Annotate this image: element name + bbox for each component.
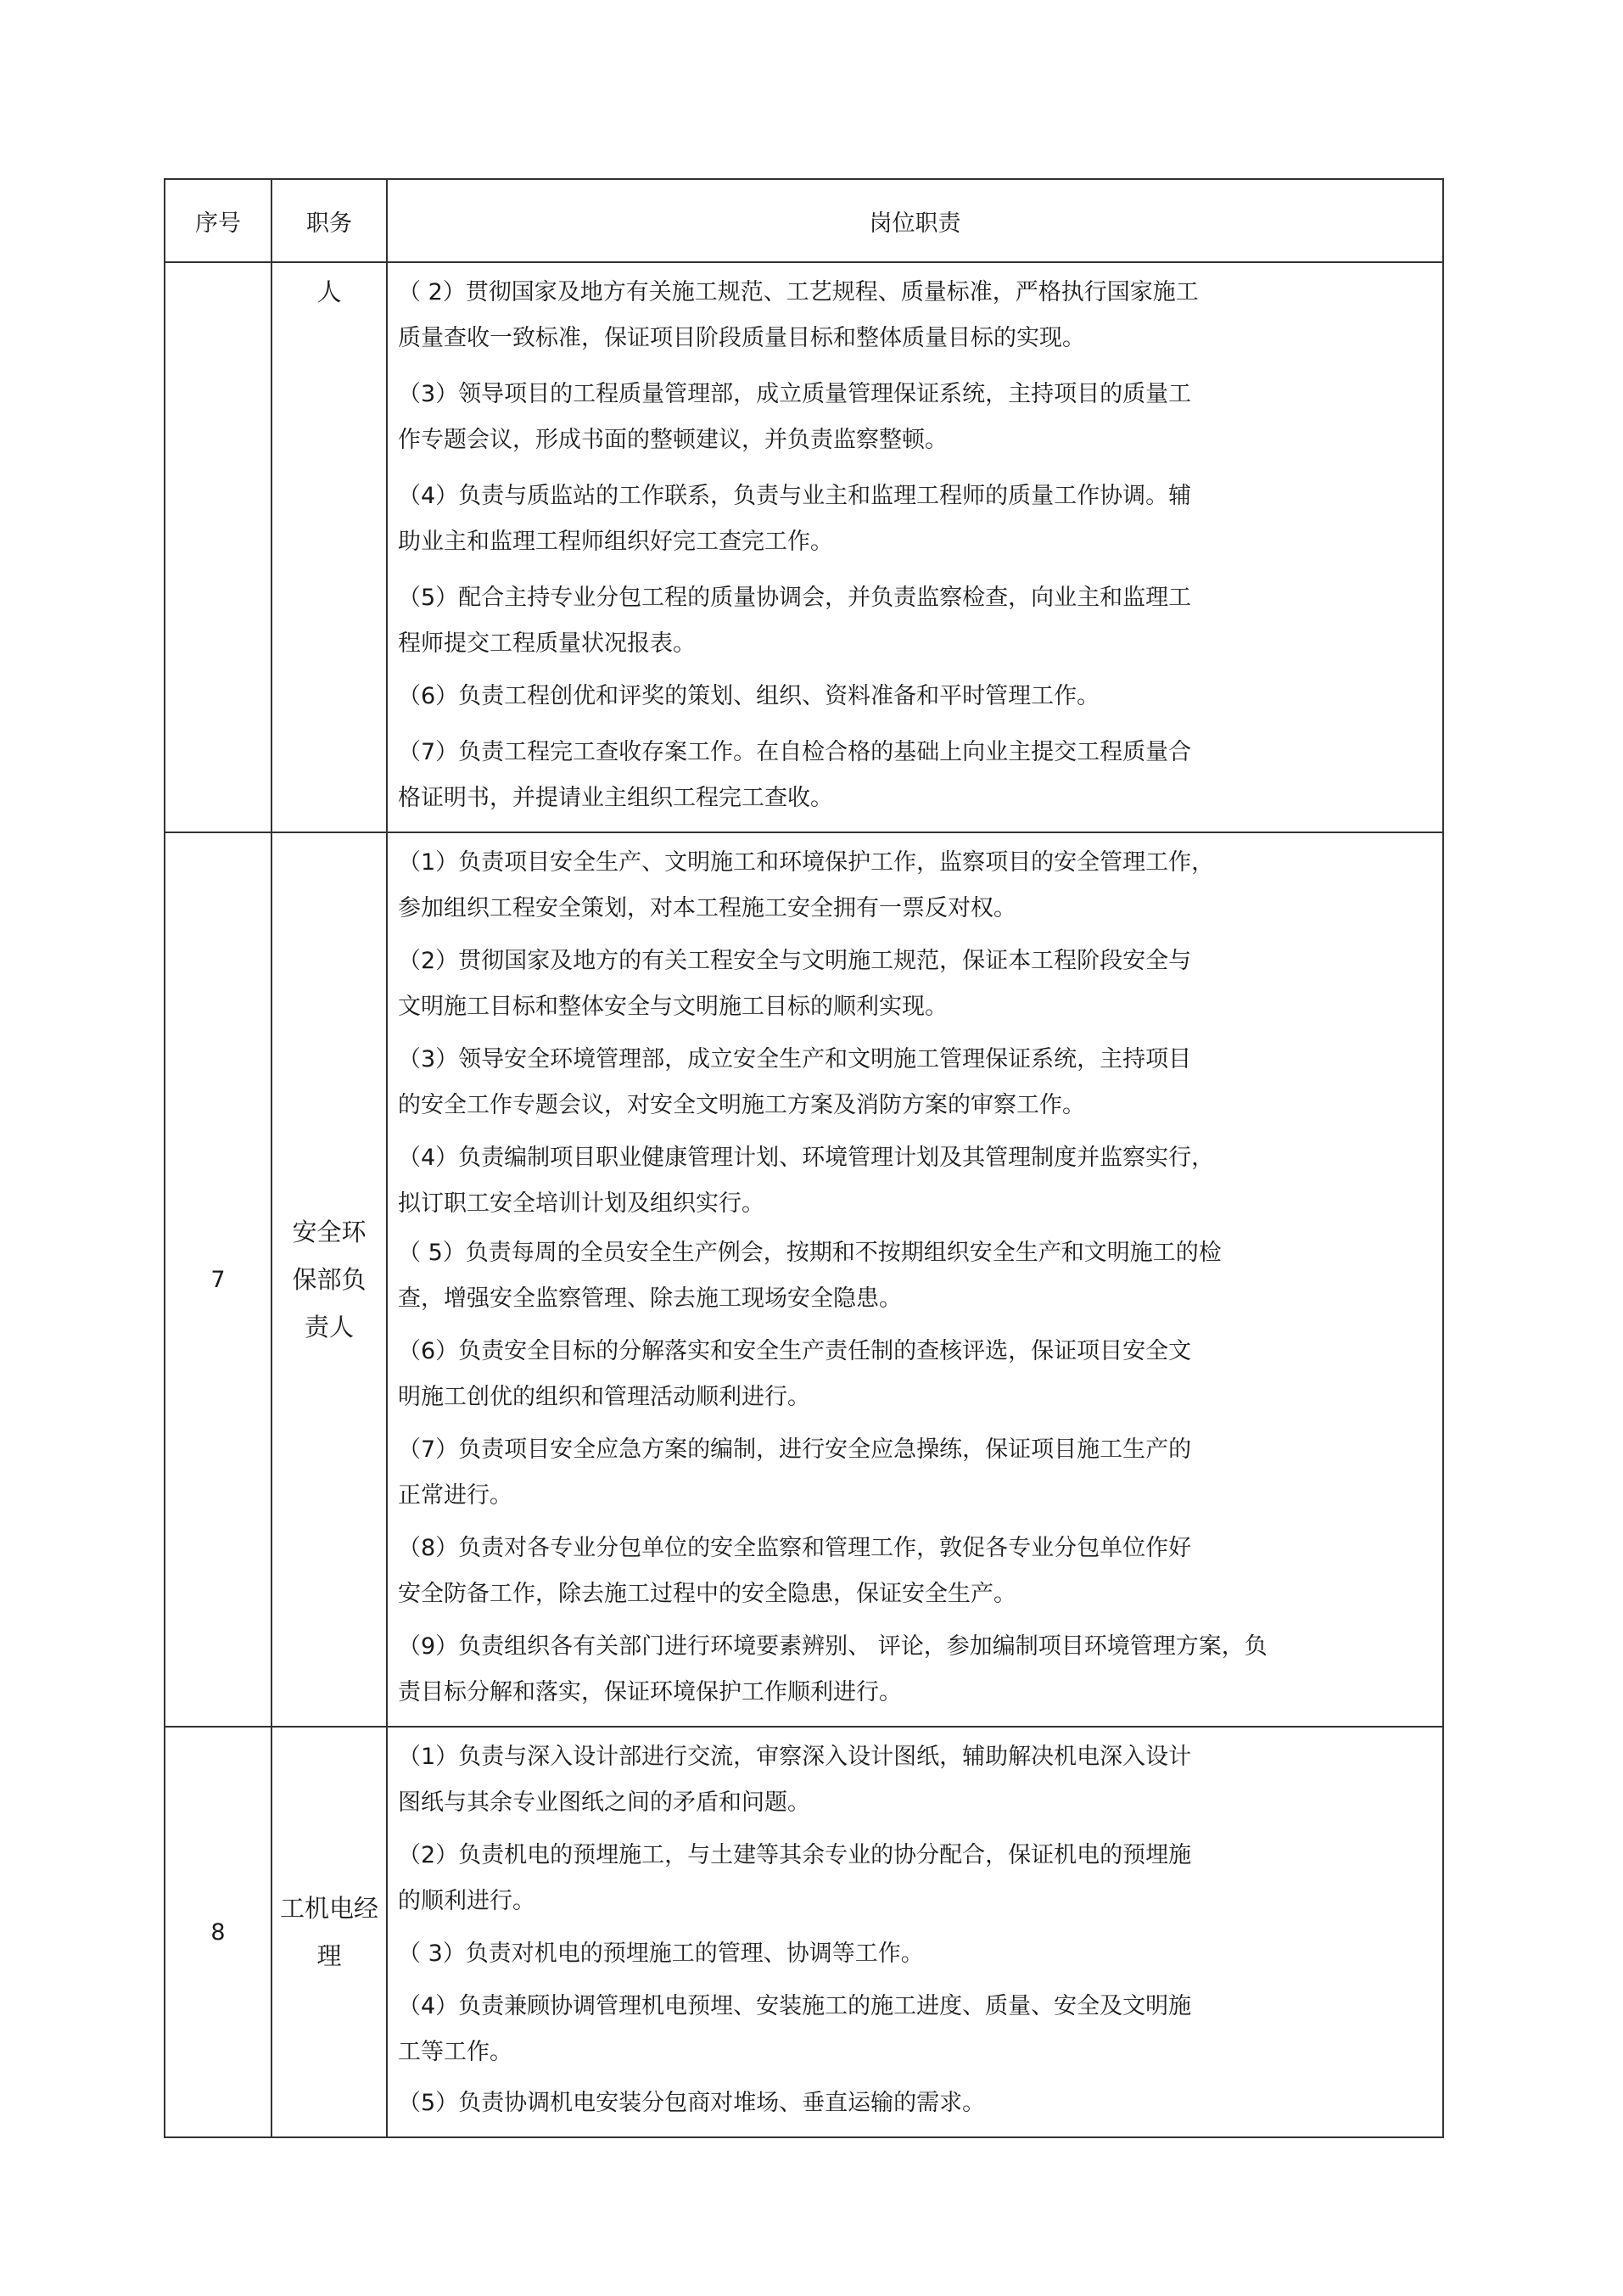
duty-item: （5）负责协调机电安装分包商对堆场、垂直运输的需求。: [398, 2090, 986, 2116]
duty-item: （1）负责与深入设计部进行交流，审察深入设计图纸，辅助解决机电深入设计 图纸与其余专业图纸之间的矛盾和问题。: [398, 1744, 1192, 1816]
duty-item: （8）负责对各专业分包单位的安全监察和管理工作，敦促各专业分包单位作好 安全防备工作，除去施工过程中的安全隐患，保证安全生产。: [398, 1535, 1192, 1607]
row-title-line: 责人: [304, 1313, 354, 1341]
table-row: [165, 1727, 1443, 2137]
duty-item: （1）负责项目安全生产、文明施工和环境保护工作，监察项目的安全管理工作， 参加组织工程安全策划，对本工程施工安全拥有一票反对权。: [398, 849, 1215, 921]
row-title-line: 安全环: [292, 1218, 367, 1246]
row-title: [271, 832, 387, 1727]
duty-item: （2）贯彻国家及地方的有关工程安全与文明施工规范，保证本工程阶段安全与 文明施工目标和整体安全与文明施工目标的顺利实现。: [398, 948, 1192, 1020]
duty-item: （4）负责兼顾协调管理机电预埋、安装施工的施工进度、质量、安全及文明施 工等工作。: [398, 1993, 1192, 2065]
duty-item: （6）负责安全目标的分解落实和安全生产责任制的查核评选，保证项目安全文 明施工创优的组织和管理活动顺利进行。: [398, 1338, 1192, 1410]
row-duties: [387, 832, 1443, 1727]
table-row: [165, 832, 1443, 1727]
row-title-line: 工机电经: [279, 1894, 378, 1923]
duty-item: （2）负责机电的预埋施工，与土建等其余专业的协分配合，保证机电的预埋施 的顺利进行。: [398, 1842, 1192, 1914]
duty-item: （3）领导项目的工程质量管理部，成立质量管理保证系统，主持项目的质量工 作专题会议，形成书面的整顿建议，并负责监察整顿。: [398, 381, 1192, 453]
duty-item: （6）负责工程创优和评奖的策划、组织、资料准备和平时管理工作。: [398, 683, 1100, 709]
duty-item: （ 5）负责每周的全员安全生产例会，按期和不按期组织安全生产和文明施工的检 查，增强安全监察管理、除去施工现场安全隐患。: [398, 1240, 1222, 1312]
row-title: [271, 1727, 387, 2137]
row-title-line: 理: [316, 1941, 342, 1970]
header-duty: 岗位职责: [387, 179, 1443, 262]
row-duties: [387, 262, 1443, 832]
duty-item: （9）负责组织各有关部门进行环境要素辨别、 评论，参加编制项目环境管理方案，负 责目标分解和落实，保证环境保护工作顺利进行。: [398, 1633, 1268, 1705]
duty-item: （ 3）负责对机电的预埋施工的管理、协调等工作。: [398, 1940, 924, 1967]
header-no: 序号: [165, 179, 271, 262]
duty-item: （ 2）贯彻国家及地方有关施工规范、工艺规程、质量标准，严格执行国家施工 质量查收一致标准，保证项目阶段质量目标和整体质量目标的实现。: [398, 279, 1199, 351]
row-number: 7: [165, 832, 271, 1727]
row-number: 8: [165, 1727, 271, 2137]
table-header-row: [165, 179, 1443, 262]
duty-item: （3）领导安全环境管理部，成立安全生产和文明施工管理保证系统，主持项目 的安全工作专题会议，对安全文明施工方案及消防方案的审察工作。: [398, 1046, 1192, 1118]
duty-item: （5）配合主持专业分包工程的质量协调会，并负责监察检查，向业主和监理工 程师提交工程质量状况报表。: [398, 585, 1192, 657]
header-title: 职务: [271, 179, 387, 262]
duty-item: （4）负责与质监站的工作联系，负责与业主和监理工程师的质量工作协调。辅 助业主和监理工程师组织好完工查完工作。: [398, 483, 1192, 555]
table-row: [165, 262, 1443, 832]
duty-item: （4）负责编制项目职业健康管理计划、环境管理计划及其管理制度并监察实行， 拟订职工安全培训计划及组织实行。: [398, 1145, 1215, 1217]
row-title: 人: [271, 262, 387, 832]
row-number: [165, 262, 271, 832]
duty-item: （7）负责项目安全应急方案的编制，进行安全应急操练，保证项目施工生产的 正常进行。: [398, 1436, 1192, 1509]
duty-item: （7）负责工程完工查收存案工作。在自检合格的基础上向业主提交工程质量合 格证明书，并提请业主组织工程完工查收。: [398, 739, 1192, 811]
responsibility-table: [164, 178, 1444, 2138]
row-duties: [387, 1727, 1443, 2137]
row-title-line: 保部负: [292, 1265, 367, 1294]
